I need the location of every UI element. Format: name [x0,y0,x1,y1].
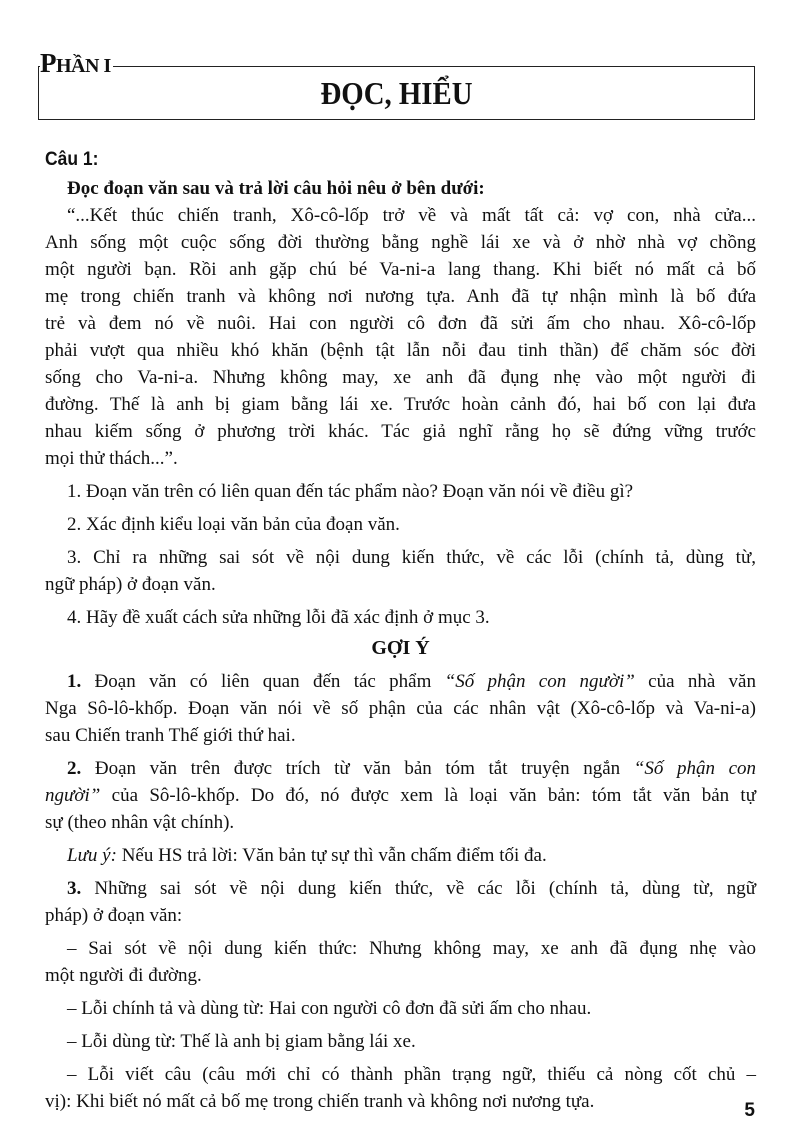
section-title: ĐỌC, HIỂU [320,75,473,111]
item-number: Đọc đoạn văn sau và trả lời câu hỏi nêu ở bên dưới: [67,178,485,199]
text-line: Nga Sô-lô-khốp. Đoạn văn nói về số phận của các nhân vật (Xô-cô-lốp và Va-ni-a) [45,698,756,719]
part-rest: HẦN I [56,55,111,77]
text-line [45,782,756,809]
text-line [45,755,756,782]
paragraph [45,175,756,202]
text-line [45,175,756,202]
text-line: một người bạn. Rồi anh gặp chú bé Va-ni-a lang thang. Khi biết nó mất cả bố [45,259,756,280]
paragraph [45,202,756,472]
title-box [38,66,755,120]
hint-body [45,668,756,1115]
paragraph [45,875,756,929]
italic-text: “Số phận con [633,758,757,779]
text-line: phải vượt qua nhiều khó khăn (bệnh tật lẫn nỗi đau tinh thần) để chăm sóc đời [45,340,756,361]
text-line: 2. Xác định kiểu loại văn bản của đoạn văn. [67,514,400,535]
text-segment: Những sai sót về nội dung kiến thức, về các lỗi (chính tả, dùng từ, ngữ [81,878,756,899]
text-segment: của nhà văn [634,671,756,692]
text-line: 4. Hãy đề xuất cách sửa những lỗi đã xác định ở mục 3. [67,607,490,628]
text-line: một người đi đường. [45,965,202,986]
paragraph [45,1061,756,1115]
content [45,145,756,1115]
text-line: 3. Chỉ ra những sai sót về nội dung kiến thức, về các lỗi (chính tả, dùng từ, [67,547,756,568]
text-line: – Lỗi chính tả và dùng từ: Hai con người cô đơn đã sửi ấm cho nhau. [67,998,592,1019]
text-line: sự (theo nhân vật chính). [45,812,235,833]
text-line: 1. Đoạn văn trên có liên quan đến tác phẩm nào? Đoạn văn nói về điều gì? [67,481,634,502]
paragraph [45,995,756,1022]
text-line: sau Chiến tranh Thế giới thứ hai. [45,725,296,746]
text-line: Anh sống một cuộc sống đời thường bằng nghề lái xe và ở nhờ nhà vợ chồng [45,232,756,253]
italic-text: “Số phận con người” [444,671,635,692]
text-line: vị): Khi biết nó mất cả bố mẹ trong chiến tranh và không nơi nương tựa. [45,1091,595,1112]
text-line: “...Kết thúc chiến tranh, Xô-cô-lốp trở về và mất tất cả: vợ con, nhà cửa... [67,205,756,226]
italic-text: Lưu ý: [67,845,117,866]
text-segment: Đoạn văn có liên quan đến tác phẩm [81,671,445,692]
text-line: ngữ pháp) ở đoạn văn. [45,574,216,595]
text-line: pháp) ở đoạn văn: [45,905,183,926]
italic-text: người” [45,785,101,806]
text-line: sống cho Va-ni-a. Nhưng không may, xe anh đã đụng nhẹ vào một người đi [45,367,756,388]
paragraph [45,668,756,749]
text-line: trẻ và đem nó về nuôi. Hai con người cô đơn đã sửi ấm cho nhau. Xô-cô-lốp [45,313,756,334]
text-line [45,668,756,695]
item-number: 1. [67,671,82,692]
text-line: – Lỗi dùng từ: Thế là anh bị giam bằng lái xe. [67,1031,416,1052]
text-segment: Đoạn văn trên được trích từ văn bản tóm tắt truyện ngắn [81,758,634,779]
paragraph [45,604,756,631]
part-label [40,48,113,79]
text-segment: của Sô-lô-khốp. Do đó, nó được xem là loại văn bản: tóm tắt văn bản tự [100,785,756,806]
text-line: – Lỗi viết câu (câu mới chỉ có thành phần trạng ngữ, thiếu cả nòng cốt chủ – [67,1064,756,1085]
paragraph [45,842,756,869]
text-line [45,842,756,869]
part-prefix: P [40,48,56,78]
text-line: – Sai sót về nội dung kiến thức: Nhưng không may, xe anh đã đụng nhẹ vào [67,938,756,959]
question-label: Câu 1: [45,149,99,170]
question-body [45,175,756,631]
text-line: mẹ trong chiến tranh và không nơi nương tựa. Anh đã tự nhận mình là bố đứa [45,286,756,307]
text-line: đường. Thế là anh bị giam bằng lái xe. Trước hoàn cảnh đó, hai bố con lại đưa [45,394,756,415]
text-line: mọi thử thách...”. [45,448,178,469]
text-line [45,875,756,902]
paragraph [45,478,756,505]
item-number: 3. [67,878,82,899]
text-line: nhau kiếm sống ở phương trời khác. Tác giả nghĩ rằng họ sẽ đứng vững trước [45,421,756,442]
paragraph [45,755,756,836]
hint-heading: GỢI Ý [371,637,430,659]
page-number: 5 [744,1100,755,1121]
paragraph [45,1028,756,1055]
text-segment: Nếu HS trả lời: Văn bản tự sự thì vẫn chấm điểm tối đa. [116,845,547,866]
item-number: 2. [67,758,82,779]
paragraph [45,511,756,538]
paragraph [45,544,756,598]
paragraph [45,935,756,989]
